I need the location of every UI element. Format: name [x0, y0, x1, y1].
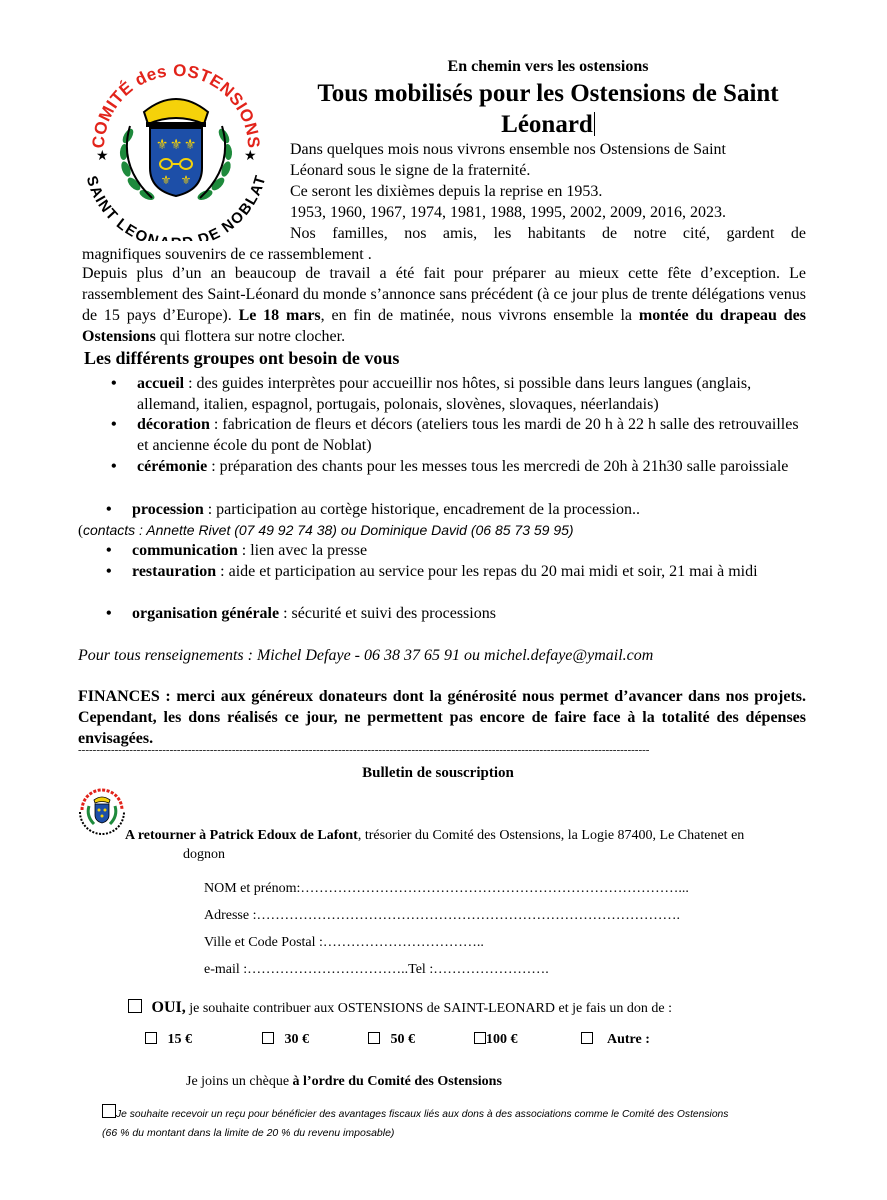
bulletin-title: Bulletin de souscription — [362, 765, 514, 781]
svg-text:⚜: ⚜ — [183, 137, 197, 153]
address-field[interactable]: Adresse :………………………………………………………………………………. — [204, 908, 680, 923]
page-title — [290, 78, 806, 140]
intro-line: 1953, 1960, 1967, 1974, 1981, 1988, 1995, 2002, 2009, 2016, 2023. — [290, 204, 726, 221]
amount-50[interactable]: 50 € — [368, 1032, 415, 1048]
intro-line: Dans quelques mois nous vivrons ensemble nos Ostensions de Saint — [290, 141, 726, 158]
list-item: • restauration : aide et participation au service pour les repas du 20 mai midi et soir, 21 mai à midi — [132, 561, 806, 582]
svg-text:★: ★ — [244, 148, 257, 164]
contacts-line: (contacts : Annette Rivet (07 49 92 74 38) ou Dominique David (06 85 73 59 95) — [78, 522, 574, 539]
form-fields — [204, 875, 764, 983]
checkbox-icon[interactable] — [368, 1032, 380, 1044]
amount-other[interactable]: Autre : — [581, 1032, 650, 1048]
list-item: • accueil : des guides interprètes pour accueillir nos hôtes, si possible dans leurs langues (anglais, allemand, italien, espagnol, portugais, polonais, slovènes, slovaques, néerlandais) — [137, 373, 806, 415]
checkbox-icon[interactable] — [145, 1032, 157, 1044]
svg-text:★: ★ — [96, 148, 109, 164]
svg-text:⚜: ⚜ — [180, 173, 192, 187]
checkbox-icon[interactable] — [581, 1032, 593, 1044]
intro-paragraph: Depuis plus d’un an beaucoup de travail a été fait pour préparer au mieux cette fête d’exception. Le rassemblement des Saint-Léonard du monde s’annonce sans précédent (à ce jour plus de trente délégations venus de 15 pays d’Europe). Le 18 mars, en fin de matinée, nous vivrons ensemble la montée du drapeau des Ostensions qui flottera sur notre clocher. — [82, 265, 806, 345]
svg-text:⚜: ⚜ — [169, 137, 183, 153]
receipt-note: (66 % du montant dans la limite de 20 % du revenu imposable) — [102, 1127, 395, 1139]
receipt-line: Je souhaite recevoir un reçu pour bénéficier des avantages fiscaux liés aux dons à des associations comme le Comité des Ostensions — [102, 1104, 802, 1121]
list-item: • organisation générale : sécurité et suivi des processions — [132, 603, 806, 624]
name-field[interactable]: NOM et prénom:………………………………………………………………………... — [204, 881, 689, 896]
checkbox-icon[interactable] — [262, 1032, 274, 1044]
info-line: Pour tous renseignements : Michel Defaye - 06 38 37 65 91 ou michel.defaye@ymail.com — [78, 647, 654, 664]
amount-15[interactable]: 15 € — [145, 1032, 192, 1048]
logo-arc-top: COMITÉ des OSTENSIONS — [88, 60, 264, 149]
city-postal-field[interactable]: Ville et Code Postal :…………………………….. — [204, 935, 484, 950]
kicker: En chemin vers les ostensions — [447, 58, 649, 75]
intro-lines — [290, 139, 806, 244]
separator: ------------------------------------------------------------------------------------------------------------------------------------------------------------ — [78, 744, 650, 756]
cheque-line: Je joins un chèque à l’ordre du Comité des Ostensions — [186, 1074, 502, 1089]
intro-line-wrap: magnifiques souvenirs de ce rassemblement . — [82, 246, 372, 263]
list-item: • cérémonie : préparation des chants pour les messes tous les mercredi de 20h à 21h30 salle paroissiale — [137, 456, 806, 477]
oui-line: OUI, je souhaite contribuer aux OSTENSIONS de SAINT-LEONARD et je fais un don de : — [128, 997, 808, 1020]
amount-30[interactable]: 30 € — [262, 1032, 309, 1048]
intro-line: Ce seront les dixièmes depuis la reprise en 1953. — [290, 183, 603, 200]
intro-line: Nos familles, nos amis, les habitants de notre cité, gardent de — [290, 225, 806, 242]
amount-100[interactable]: 100 € — [474, 1032, 518, 1048]
groups-heading: Les différents groupes ont besoin de vous — [84, 348, 400, 368]
committee-logo — [82, 56, 270, 241]
small-logo — [76, 784, 128, 836]
oui-checkbox[interactable] — [128, 999, 142, 1013]
svg-text:⚜: ⚜ — [160, 173, 172, 187]
receipt-checkbox[interactable] — [102, 1104, 116, 1118]
list-item: • communication : lien avec la presse — [132, 540, 806, 561]
email-tel-field[interactable]: e-mail :……………………………..Tel :……………………. — [204, 962, 549, 977]
svg-text:⚜: ⚜ — [155, 137, 169, 153]
logo-arc-bottom: SAINT LEON DE NOBLAT — [82, 173, 270, 241]
title-line-1: Tous mobilisés pour les Ostensions de Saint — [317, 80, 779, 107]
list-item: • procession : participation au cortège historique, encadrement de la procession.. — [132, 499, 806, 520]
finances-paragraph: FINANCES : merci aux généreux donateurs dont la générosité nous permet d’avancer dans nos projets. Cependant, les dons réalisés ce jour, ne permettent pas encore de faire face à la totalité des dépenses envisagées. — [78, 688, 806, 747]
return-address: A retourner à Patrick Edoux de Lafont, trésorier du Comité des Ostensions, la Logie 87400, Le Chatenet en dognon — [125, 828, 745, 862]
checkbox-icon[interactable] — [474, 1032, 486, 1044]
title-line-2: Léonard — [501, 111, 593, 138]
intro-line: Léonard sous le signe de la fraternité. — [290, 162, 531, 179]
list-item: • décoration : fabrication de fleurs et décors (ateliers tous les mardi de 20 h à 22 h salle des retrouvailles et ancienne école du pont de Noblat) — [137, 414, 806, 456]
